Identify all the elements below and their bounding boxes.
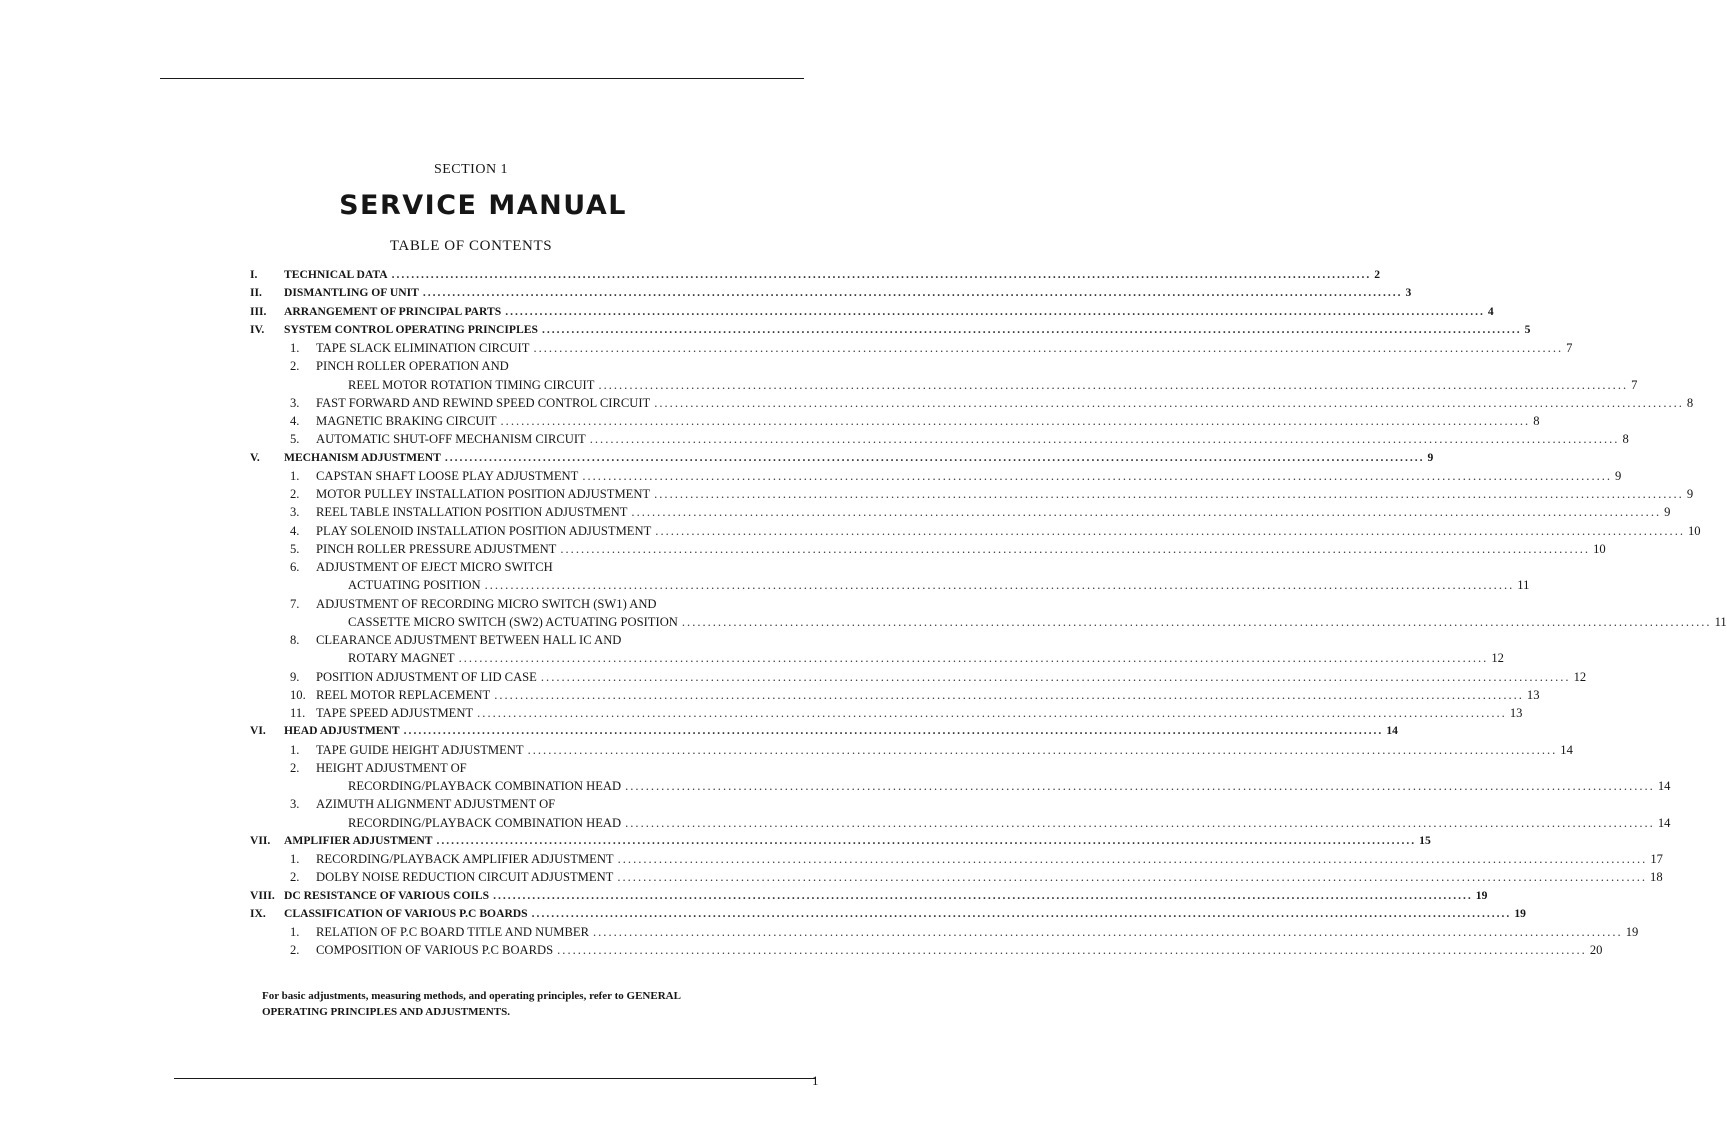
top-rule (160, 78, 804, 79)
toc-subsection-entry (250, 649, 1504, 667)
toc-entry-number: 3. (290, 395, 300, 410)
leader-dots: ........................................................................................................................................................................................................ (625, 815, 1655, 830)
leader-dots: ........................................................................................................................................................................................................ (494, 687, 1524, 702)
toc-entry-title: DOLBY NOISE REDUCTION CIRCUIT ADJUSTMENT (316, 870, 614, 885)
toc-entry-page: 15 (1419, 833, 1431, 847)
toc-entry-page: 7 (1566, 341, 1573, 355)
toc-entry-page: 4 (1487, 304, 1494, 318)
toc-subsection-entry (250, 613, 1727, 631)
toc-subsection-entry (250, 595, 720, 613)
toc-entry-title: TECHNICAL DATA (284, 268, 388, 281)
toc-entry-title: HEIGHT ADJUSTMENT OF (316, 760, 467, 775)
toc-entry-title: REEL TABLE INSTALLATION POSITION ADJUSTMENT (316, 505, 628, 520)
toc-heading: TABLE OF CONTENTS (389, 238, 553, 254)
bottom-rule (174, 1078, 816, 1079)
toc-section-entry (250, 722, 1398, 740)
table-of-contents (250, 266, 1727, 960)
toc-section-entry (250, 832, 1431, 850)
toc-entry-number: 2. (290, 359, 300, 374)
leader-dots: ........................................................................................................................................................................................................ (617, 870, 1648, 885)
toc-section-entry (250, 449, 1434, 467)
toc-entry-page: 8 (1533, 414, 1540, 428)
toc-entry-title: HEAD ADJUSTMENT (284, 724, 400, 738)
toc-entry-number: 7. (290, 596, 300, 611)
leader-dots: ........................................................................................................................................................................................................ (557, 943, 1587, 958)
leader-dots: ........................................................................................................................................................................................................ (560, 541, 1591, 556)
toc-entry-page: 3 (1405, 286, 1412, 300)
leader-dots: ........................................................................................................................................................................................................ (625, 779, 1655, 793)
toc-section-entry (250, 284, 1412, 302)
leader-dots: ........................................................................................................................................................................................................ (533, 341, 1564, 355)
toc-entry-number: 2. (290, 943, 300, 958)
toc-entry-title: AZIMUTH ALIGNMENT ADJUSTMENT OF (316, 797, 556, 812)
toc-subsection-entry (250, 540, 1606, 558)
toc-entry-number: 5. (290, 432, 300, 447)
toc-entry-title: TAPE SPEED ADJUSTMENT (316, 706, 474, 720)
section-label: SECTION 1 (433, 162, 509, 177)
leader-dots: ........................................................................................................................................................................................................ (422, 286, 1403, 300)
toc-section-entry (250, 321, 1531, 339)
toc-entry-page: 9 (1615, 468, 1622, 483)
leader-dots: ........................................................................................................................................................................................................ (403, 724, 1384, 738)
toc-entry-number: VIII. (250, 888, 275, 902)
toc-entry-title: MECHANISM ADJUSTMENT (284, 450, 441, 464)
toc-entry-number: 3. (290, 505, 300, 520)
toc-entry-number: 11. (290, 706, 306, 720)
leader-dots: ........................................................................................................................................................................................................ (505, 304, 1485, 318)
toc-subsection-entry (250, 376, 1638, 394)
leader-dots: ........................................................................................................................................................................................................ (589, 432, 1620, 447)
toc-entry-title: RECORDING/PLAYBACK COMBINATION HEAD (348, 815, 622, 830)
toc-entry-number: III. (250, 304, 267, 318)
leader-dots: ........................................................................................................................................................................................................ (500, 414, 1531, 428)
leader-dots: ........................................................................................................................................................................................................ (477, 706, 1507, 720)
toc-entry-title: COMPOSITION OF VARIOUS P.C BOARDS (316, 943, 554, 958)
toc-entry-page: 8 (1686, 395, 1694, 410)
toc-subsection-entry (250, 686, 1540, 704)
toc-subsection-entry (250, 394, 1694, 412)
toc-section-entry (250, 887, 1488, 905)
toc-section-entry (250, 266, 1381, 284)
toc-subsection-entry (250, 631, 720, 649)
toc-subsection-entry (250, 467, 1622, 485)
toc-subsection-entry (250, 485, 1694, 503)
toc-entry-number: 1. (290, 742, 300, 757)
toc-subsection-entry (250, 814, 1671, 832)
toc-entry-number: 1. (290, 468, 300, 483)
toc-entry-page: 10 (1687, 523, 1701, 538)
toc-entry-page: 18 (1650, 870, 1663, 885)
toc-entry-number: II. (250, 286, 262, 300)
toc-entry-number: 6. (290, 560, 300, 574)
toc-entry-title: TAPE GUIDE HEIGHT ADJUSTMENT (316, 742, 524, 757)
toc-entry-number: 10. (290, 687, 306, 702)
toc-entry-title: AUTOMATIC SHUT-OFF MECHANISM CIRCUIT (316, 432, 586, 447)
toc-entry-title: RECORDING/PLAYBACK AMPLIFIER ADJUSTMENT (316, 852, 614, 866)
leader-dots: ........................................................................................................................................................................................................ (598, 377, 1629, 392)
toc-entry-title: CASSETTE MICRO SWITCH (SW2) ACTUATING POSITION (348, 614, 678, 629)
toc-entry-title: CLASSIFICATION OF VARIOUS P.C BOARDS (284, 906, 528, 920)
toc-subsection-entry (250, 777, 1671, 795)
toc-section-entry (250, 303, 1494, 321)
toc-section-entry (250, 905, 1526, 923)
toc-entry-number: 1. (290, 341, 300, 355)
toc-entry-page: 10 (1593, 541, 1606, 556)
toc-entry-number: 9. (290, 669, 300, 684)
toc-subsection-entry (250, 923, 1639, 941)
toc-entry-page: 9 (1664, 505, 1671, 520)
toc-entry-page: 11 (1517, 578, 1530, 593)
leader-dots: ........................................................................................................................................................................................................ (444, 450, 1425, 464)
toc-entry-page: 14 (1657, 815, 1671, 830)
toc-entry-title: REEL MOTOR REPLACEMENT (316, 687, 491, 702)
toc-entry-number: 2. (290, 760, 300, 775)
toc-entry-title: RECORDING/PLAYBACK COMBINATION HEAD (348, 779, 622, 793)
leader-dots: ........................................................................................................................................................................................................ (681, 614, 1712, 629)
toc-subsection-entry (250, 412, 1540, 430)
toc-entry-number: 3. (290, 797, 300, 812)
toc-entry-page: 13 (1526, 687, 1540, 702)
toc-entry-page: 7 (1631, 377, 1638, 392)
toc-subsection-entry (250, 339, 1573, 357)
leader-dots: ........................................................................................................................................................................................................ (493, 888, 1473, 902)
toc-entry-number: 1. (290, 852, 300, 866)
toc-subsection-entry (250, 868, 1663, 886)
leader-dots: ........................................................................................................................................................................................................ (654, 395, 1684, 410)
leader-dots: ........................................................................................................................................................................................................ (654, 487, 1684, 501)
toc-entry-number: 4. (290, 523, 300, 538)
leader-dots: ........................................................................................................................................................................................................ (527, 742, 1558, 757)
toc-entry-title: DC RESISTANCE OF VARIOUS COILS (284, 888, 490, 902)
toc-entry-number: 4. (290, 414, 300, 428)
toc-entry-title: CLEARANCE ADJUSTMENT BETWEEN HALL IC AND (316, 633, 622, 647)
leader-dots: ........................................................................................................................................................................................................ (391, 268, 1372, 281)
toc-entry-page: 9 (1427, 450, 1434, 464)
toc-subsection-entry (250, 503, 1671, 521)
leader-dots: ........................................................................................................................................................................................................ (458, 651, 1489, 666)
toc-subsection-entry (250, 522, 1701, 540)
toc-entry-title: MOTOR PULLEY INSTALLATION POSITION ADJUSTMENT (316, 487, 651, 501)
toc-entry-title: SYSTEM CONTROL OPERATING PRINCIPLES (284, 322, 538, 336)
toc-subsection-entry (250, 759, 720, 777)
leader-dots: ........................................................................................................................................................................................................ (436, 833, 1417, 847)
toc-entry-number: 5. (290, 541, 300, 556)
leader-dots: ........................................................................................................................................................................................................ (582, 468, 1613, 483)
toc-entry-title: MAGNETIC BRAKING CIRCUIT (316, 414, 497, 428)
toc-entry-title: PINCH ROLLER OPERATION AND (316, 359, 509, 374)
toc-subsection-entry (250, 795, 720, 813)
footnote: For basic adjustments, measuring methods, and operating principles, refer to GENERAL OPERATING PRINCIPLES AND ADJUSTMENTS. (262, 990, 681, 1018)
toc-entry-page: 13 (1509, 706, 1523, 720)
leader-dots: ........................................................................................................................................................................................................ (484, 578, 1515, 593)
toc-entry-page: 14 (1386, 724, 1398, 738)
toc-entry-title: PINCH ROLLER PRESSURE ADJUSTMENT (316, 541, 557, 556)
page-number: 1 (812, 1073, 819, 1088)
toc-subsection-entry (250, 941, 1603, 959)
toc-entry-title: TAPE SLACK ELIMINATION CIRCUIT (316, 341, 530, 355)
leader-dots: ........................................................................................................................................................................................................ (655, 523, 1685, 538)
toc-entry-title: AMPLIFIER ADJUSTMENT (284, 833, 433, 847)
toc-entry-page: 19 (1475, 888, 1488, 902)
toc-entry-page: 5 (1524, 322, 1531, 336)
toc-entry-page: 17 (1650, 852, 1663, 866)
toc-entry-page: 14 (1657, 779, 1671, 793)
toc-entry-title: PLAY SOLENOID INSTALLATION POSITION ADJUSTMENT (316, 523, 652, 538)
toc-entry-number: VI. (250, 724, 266, 738)
toc-entry-title: ACTUATING POSITION (348, 578, 481, 593)
toc-entry-number: IX. (250, 906, 266, 920)
page-title: SERVICE MANUAL (339, 190, 627, 221)
toc-entry-title: DISMANTLING OF UNIT (284, 286, 419, 300)
toc-entry-number: 2. (290, 870, 300, 885)
toc-entry-number: I. (250, 268, 258, 281)
leader-dots: ........................................................................................................................................................................................................ (531, 906, 1512, 920)
toc-entry-page: 8 (1622, 432, 1629, 447)
toc-entry-title: ROTARY MAGNET (348, 651, 455, 666)
toc-entry-page: 19 (1514, 906, 1526, 920)
toc-entry-page: 11 (1714, 614, 1727, 629)
leader-dots: ........................................................................................................................................................................................................ (540, 669, 1571, 684)
toc-entry-page: 2 (1374, 268, 1381, 281)
toc-entry-page: 14 (1560, 742, 1573, 757)
toc-entry-title: ADJUSTMENT OF RECORDING MICRO SWITCH (SW1) AND (316, 596, 657, 611)
toc-subsection-entry (250, 558, 720, 576)
toc-entry-title: ARRANGEMENT OF PRINCIPAL PARTS (284, 304, 502, 318)
toc-entry-number: 1. (290, 925, 300, 939)
toc-subsection-entry (250, 850, 1663, 868)
toc-entry-title: REEL MOTOR ROTATION TIMING CIRCUIT (348, 377, 595, 392)
leader-dots: ........................................................................................................................................................................................................ (593, 925, 1623, 939)
toc-subsection-entry (250, 576, 1530, 594)
toc-subsection-entry (250, 430, 1629, 448)
toc-entry-title: FAST FORWARD AND REWIND SPEED CONTROL CIRCUIT (316, 395, 651, 410)
leader-dots: ........................................................................................................................................................................................................ (617, 852, 1648, 866)
leader-dots: ........................................................................................................................................................................................................ (541, 322, 1522, 336)
leader-dots: ........................................................................................................................................................................................................ (631, 505, 1662, 520)
toc-entry-number: IV. (250, 322, 265, 336)
toc-entry-page: 20 (1589, 943, 1603, 958)
toc-entry-page: 12 (1573, 669, 1587, 684)
toc-subsection-entry (250, 668, 1587, 686)
toc-entry-number: 2. (290, 487, 300, 501)
toc-entry-number: V. (250, 450, 260, 464)
toc-entry-number: 8. (290, 633, 300, 647)
toc-entry-page: 19 (1625, 925, 1639, 939)
toc-entry-title: CAPSTAN SHAFT LOOSE PLAY ADJUSTMENT (316, 468, 579, 483)
toc-subsection-entry (250, 741, 1573, 759)
toc-entry-page: 9 (1686, 487, 1694, 501)
toc-entry-title: ADJUSTMENT OF EJECT MICRO SWITCH (316, 560, 553, 574)
toc-entry-title: POSITION ADJUSTMENT OF LID CASE (316, 669, 537, 684)
toc-entry-number: VII. (250, 833, 271, 847)
toc-entry-page: 12 (1491, 651, 1504, 666)
toc-subsection-entry (250, 704, 1523, 722)
toc-entry-title: RELATION OF P.C BOARD TITLE AND NUMBER (316, 925, 589, 939)
toc-subsection-entry (250, 357, 720, 375)
